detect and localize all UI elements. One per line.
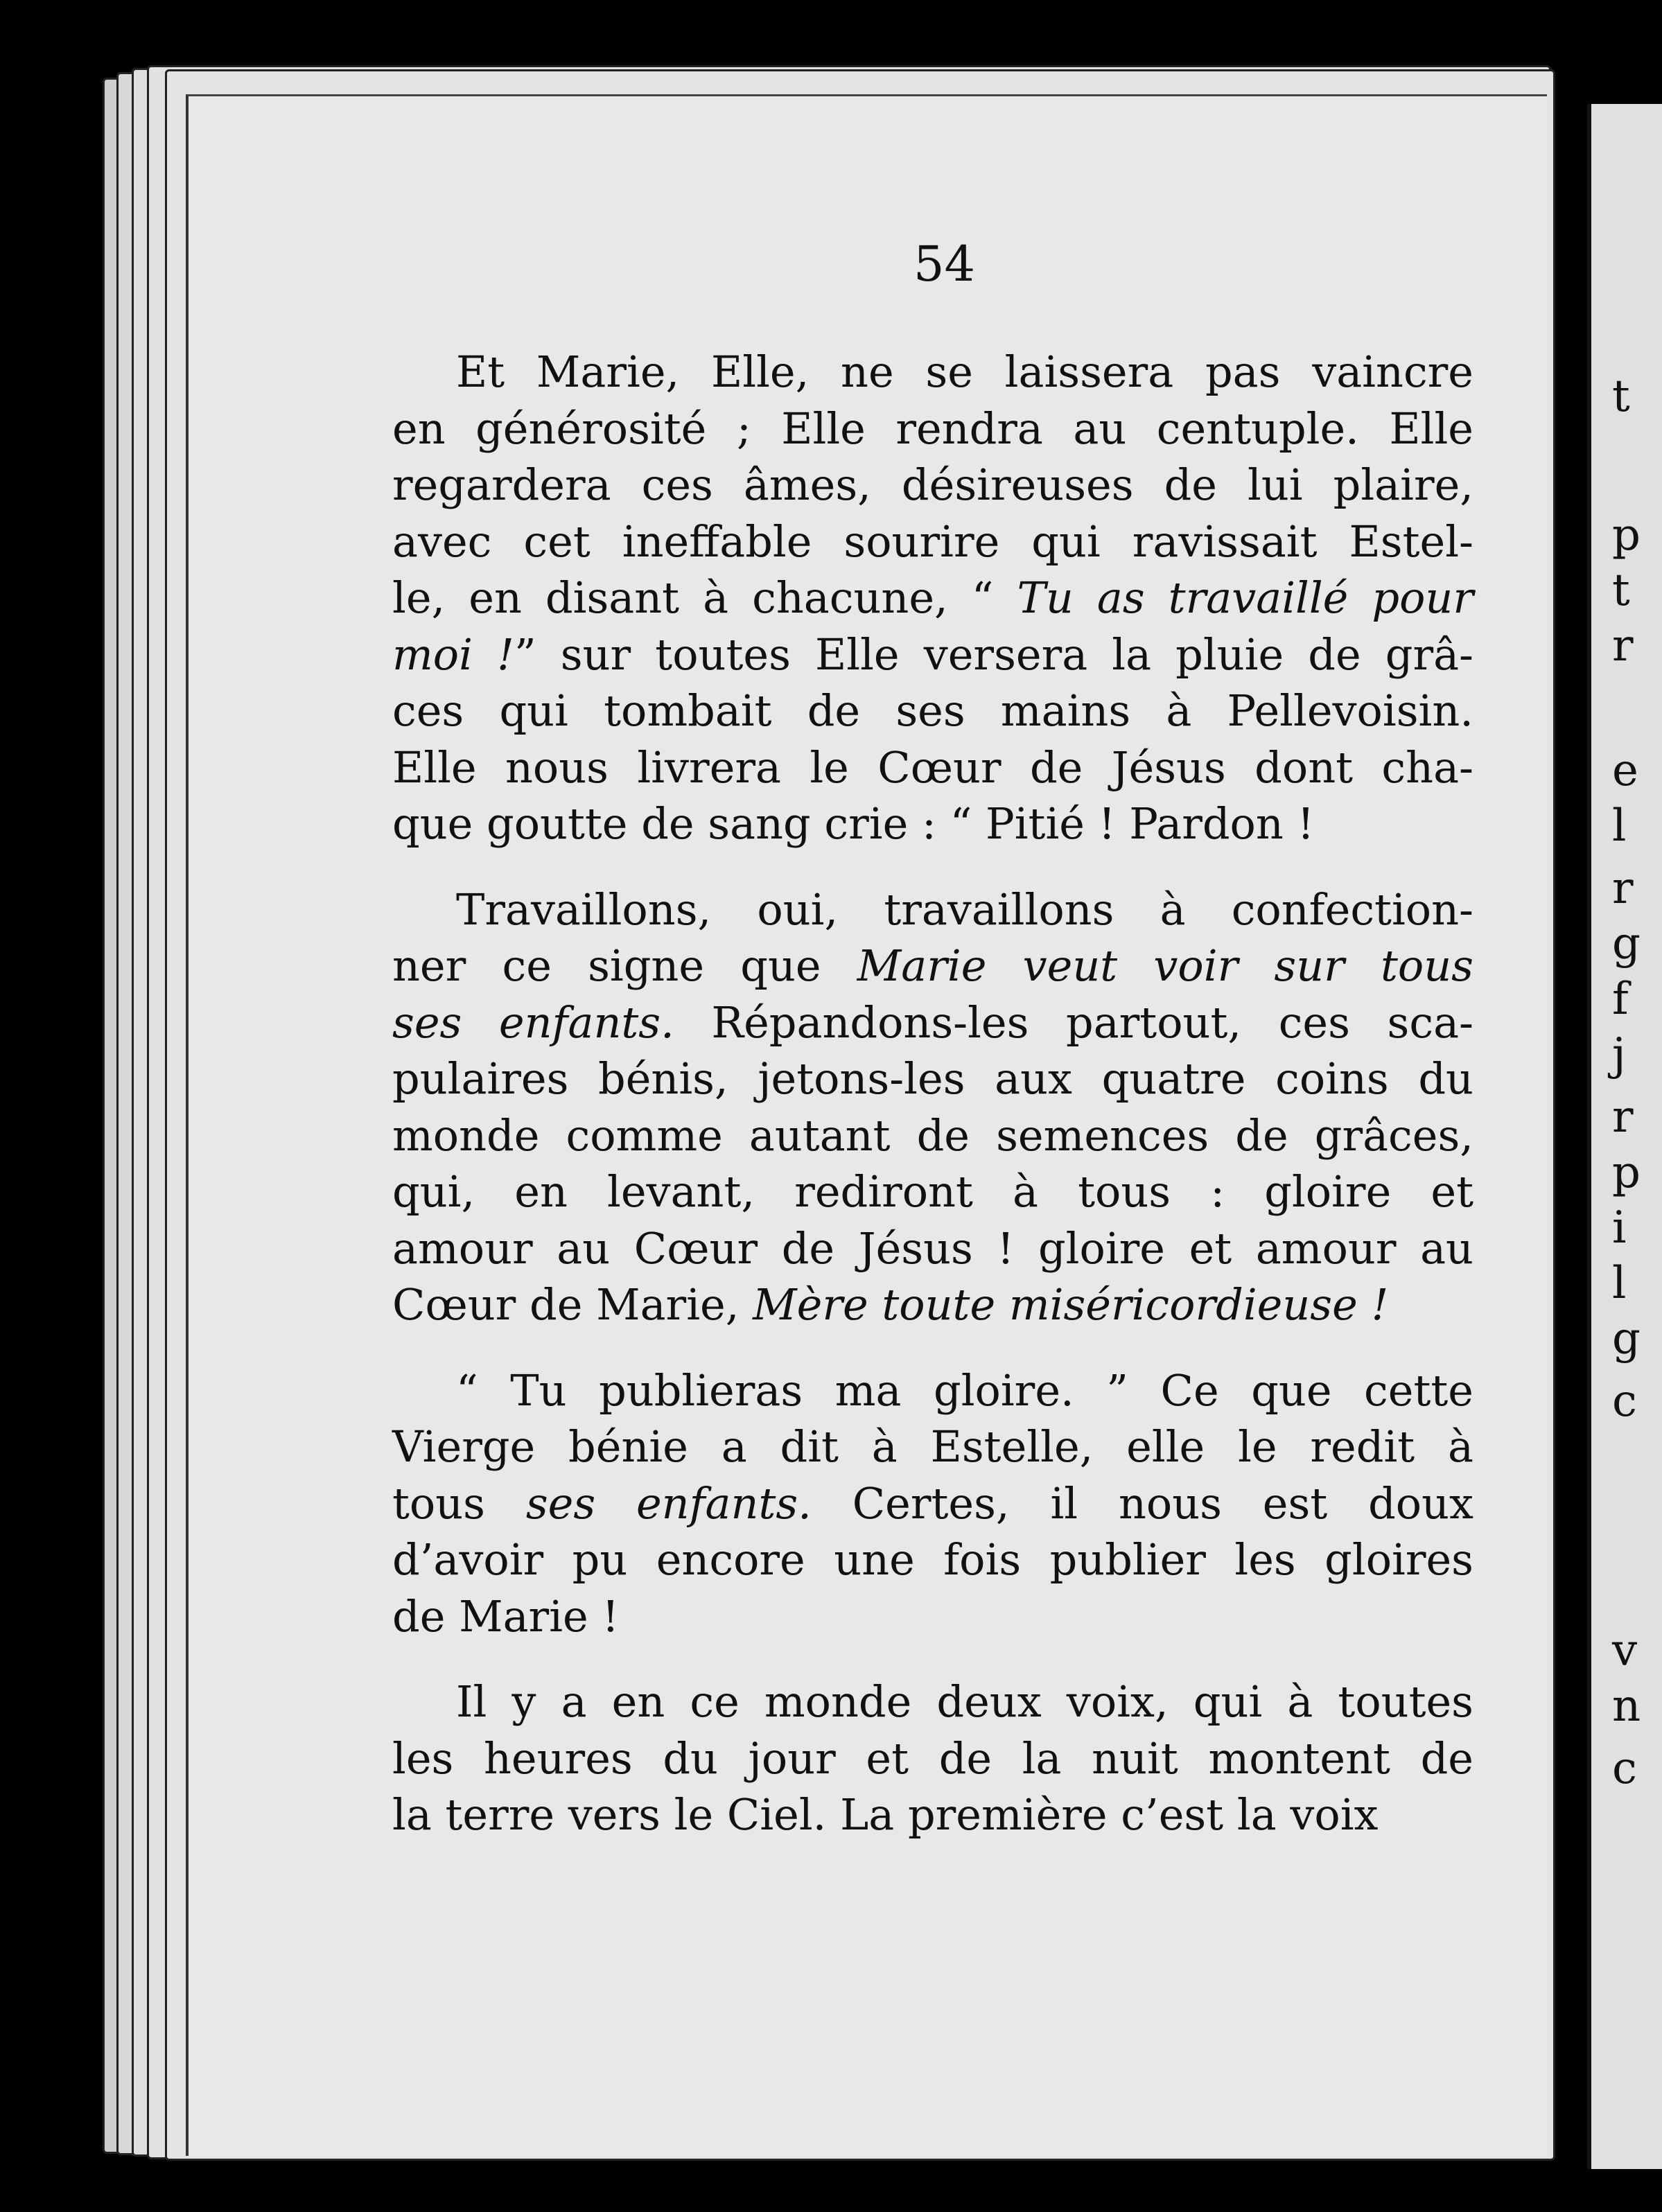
text-line: amour au Cœur de Jésus ! gloire et amour au [392,1222,1473,1274]
facing-page-char: p [1612,1147,1641,1198]
facing-page-char: t [1612,371,1630,422]
facing-page-char: p [1612,509,1641,561]
facing-page-char: g [1612,1313,1641,1364]
facing-page-char: r [1612,620,1634,672]
facing-page-char: c [1612,1376,1637,1427]
text-line: Travaillons, oui, travaillons à confection- [456,884,1473,935]
text-line: “ Tu publieras ma gloire. ” Ce que cette [456,1364,1473,1416]
body-text [392,344,1473,1843]
facing-page-char: t [1612,565,1630,616]
text-line: Cœur de Marie, Mère toute miséricordieuse ! [392,1279,1389,1330]
text-line: qui, en levant, rediront à tous : gloire et [392,1166,1473,1217]
text-line: moi !” sur toutes Elle versera la pluie de grâ- [392,629,1473,680]
text-line: en générosité ; Elle rendra au centuple. Elle [392,403,1473,454]
facing-page-char: r [1612,1091,1634,1143]
text-line: ses enfants. Répandons-les partout, ces sca- [392,997,1473,1048]
facing-page-char: f [1612,974,1629,1025]
text-line: Il y a en ce monde deux voix, qui à toutes [456,1676,1473,1727]
text-line: tous ses enfants. Certes, il nous est doux [392,1477,1473,1529]
text-line: le, en disant à chacune, “ Tu as travaillé pour [392,572,1473,623]
text-line: les heures du jour et de la nuit montent de [392,1732,1473,1784]
text-line: ner ce signe que Marie veut voir sur tous [392,940,1474,991]
text-line: avec cet ineffable sourire qui ravissait Estel- [392,516,1473,567]
facing-page-char: v [1612,1625,1638,1676]
facing-page-char: j [1612,1029,1626,1080]
facing-page-char: i [1612,1202,1627,1254]
text-line: Et Marie, Elle, ne se laissera pas vaincre [456,346,1473,397]
text-line: d’avoir pu encore une fois publier les gloires [392,1534,1473,1585]
facing-page-char: e [1612,745,1638,796]
paragraph-gap [392,1644,1473,1674]
text-line: de Marie ! [392,1590,620,1642]
page-number: 54 [913,236,976,292]
facing-page-char: l [1612,800,1627,852]
facing-page-edge [1587,104,1662,2169]
facing-page-char: r [1612,863,1634,914]
text-line: regardera ces âmes, désireuses de lui plaire, [392,459,1473,510]
facing-page-char: c [1612,1743,1637,1794]
paragraph-gap [392,852,1473,881]
text-line: Vierge bénie a dit à Estelle, elle le redit à [392,1421,1473,1472]
text-line: la terre vers le Ciel. La première c’est la voix [392,1789,1379,1840]
facing-page-char: g [1612,918,1641,969]
text-line: ces qui tombait de ses mains à Pellevoisin. [392,685,1473,736]
text-line: monde comme autant de semences de grâces, [392,1109,1473,1161]
facing-page-char: n [1612,1680,1641,1732]
paragraph-gap [392,1333,1473,1362]
text-line: Elle nous livrera le Cœur de Jésus dont cha- [392,741,1473,793]
text-line: pulaires bénis, jetons-les aux quatre coins du [392,1053,1473,1104]
facing-page-char: l [1612,1258,1627,1309]
text-line: que goutte de sang crie : “ Pitié ! Pardon ! [392,798,1315,849]
